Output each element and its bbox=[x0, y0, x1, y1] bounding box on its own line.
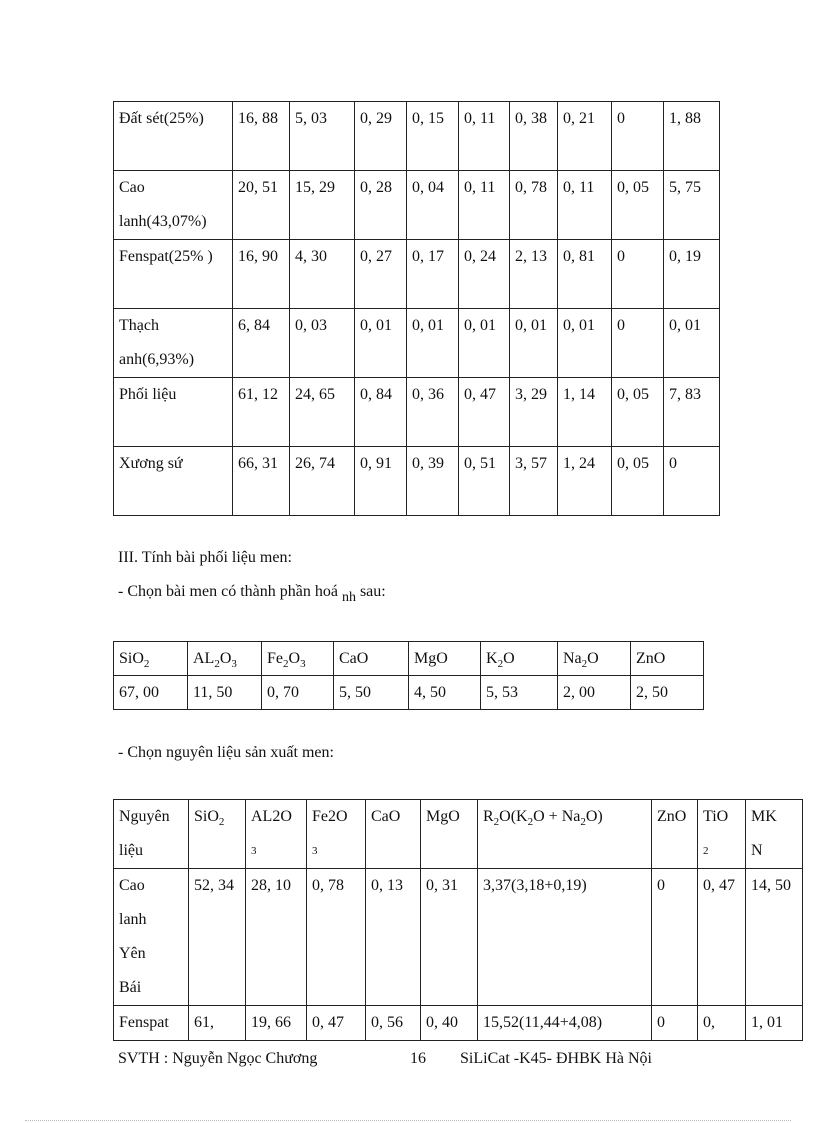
table-cell: 0, 13 bbox=[366, 869, 421, 1006]
table-cell: 0, 03 bbox=[290, 309, 355, 378]
glaze-header-cell: $Fe_2O_3$ bbox=[262, 642, 334, 676]
glaze-choice-before: - Chọn bài men có thành phần hoá bbox=[118, 583, 342, 600]
table-cell: 0 bbox=[652, 869, 698, 1006]
glaze-choice-small: nh bbox=[341, 590, 356, 605]
table-cell: 0, 36 bbox=[407, 378, 459, 447]
table-cell: 0, 17 bbox=[407, 240, 459, 309]
table-cell: 0, 01 bbox=[459, 309, 510, 378]
table-header-row bbox=[114, 800, 803, 869]
table-cell: 0 bbox=[664, 447, 720, 516]
row-label: Fenspat bbox=[114, 1006, 189, 1041]
table-row bbox=[114, 869, 803, 1006]
materials-heading: - Chọn nguyên liệu sản xuất men: bbox=[118, 744, 334, 761]
glaze-header-cell: SiO$_2$ bbox=[114, 642, 188, 676]
table-cell: 0, 40 bbox=[421, 1006, 478, 1041]
table-cell: 0 bbox=[612, 102, 664, 171]
table-cell: 14, 50 bbox=[746, 869, 803, 1006]
table-cell: 0, 11 bbox=[459, 171, 510, 240]
table-row bbox=[114, 309, 720, 378]
row-label: Cao lanh Yên Bái bbox=[114, 869, 189, 1006]
glaze-header-cell: $K_2O$ bbox=[481, 642, 558, 676]
table-cell: 0, 01 bbox=[407, 309, 459, 378]
table-cell: 5, 03 bbox=[290, 102, 355, 171]
glaze-choice-text bbox=[118, 583, 386, 605]
table-cell: 20, 51 bbox=[233, 171, 290, 240]
table-cell: 3, 57 bbox=[510, 447, 558, 516]
row-label: Đất sét(25%) bbox=[114, 102, 233, 171]
table-cell: 0, 47 bbox=[459, 378, 510, 447]
table-cell: 2, 13 bbox=[510, 240, 558, 309]
table-row bbox=[114, 378, 720, 447]
table-cell: 0, 31 bbox=[421, 869, 478, 1006]
glaze-value-cell: 67, 00 bbox=[114, 676, 188, 710]
row-label: Phối liệu bbox=[114, 378, 233, 447]
table-row bbox=[114, 676, 704, 710]
table-cell: 1, 14 bbox=[558, 378, 612, 447]
table-cell: 0, 01 bbox=[558, 309, 612, 378]
table-cell: 3,37(3,18+0,19) bbox=[478, 869, 652, 1006]
table-cell: 66, 31 bbox=[233, 447, 290, 516]
table-cell: 15, 29 bbox=[290, 171, 355, 240]
glaze-header-cell: $Na_2O$ bbox=[558, 642, 631, 676]
glaze-header-cell: $AL_2O_3$ bbox=[188, 642, 262, 676]
table-cell: 0, 56 bbox=[366, 1006, 421, 1041]
table-cell: 0, 47 bbox=[307, 1006, 366, 1041]
table-cell: 0 bbox=[612, 240, 664, 309]
header-material: Nguyên liệu bbox=[114, 800, 189, 869]
header-tio2: TiO 2 bbox=[698, 800, 746, 869]
table-cell: 0, 04 bbox=[407, 171, 459, 240]
header-zno: ZnO bbox=[652, 800, 698, 869]
glaze-value-cell: 0, 70 bbox=[262, 676, 334, 710]
table-cell: 19, 66 bbox=[246, 1006, 307, 1041]
table-row bbox=[114, 1006, 803, 1041]
table-cell: 0, 27 bbox=[355, 240, 407, 309]
footer-organization: SiLiCat -K45- ĐHBK Hà Nội bbox=[460, 1050, 652, 1067]
glaze-value-cell: 5, 50 bbox=[334, 676, 409, 710]
table-cell: 0, bbox=[698, 1006, 746, 1041]
header-sio2: SiO$_2$ bbox=[189, 800, 246, 869]
table-cell: 3, 29 bbox=[510, 378, 558, 447]
table-cell: 0, 05 bbox=[612, 447, 664, 516]
table-cell: 16, 90 bbox=[233, 240, 290, 309]
raw-materials-table bbox=[113, 799, 803, 1041]
table-cell: 0, 01 bbox=[510, 309, 558, 378]
table-cell: 5, 75 bbox=[664, 171, 720, 240]
table-cell: 24, 65 bbox=[290, 378, 355, 447]
glaze-header-cell: CaO bbox=[334, 642, 409, 676]
composition-table bbox=[113, 101, 720, 516]
table-cell: 0, 21 bbox=[558, 102, 612, 171]
header-mkn: MK N bbox=[746, 800, 803, 869]
table-cell: 0, 91 bbox=[355, 447, 407, 516]
table-cell: 16, 88 bbox=[233, 102, 290, 171]
section-heading: III. Tính bài phối liệu men: bbox=[118, 549, 292, 566]
glaze-value-cell: 4, 50 bbox=[409, 676, 481, 710]
table-cell: 1, 01 bbox=[746, 1006, 803, 1041]
table-cell: 0 bbox=[652, 1006, 698, 1041]
header-cao: CaO bbox=[366, 800, 421, 869]
header-r2o: $R_2O(K_2O + Na_2O)$ bbox=[478, 800, 652, 869]
table-row bbox=[114, 447, 720, 516]
table-cell: 28, 10 bbox=[246, 869, 307, 1006]
header-fe2o3: Fe2O 3 bbox=[307, 800, 366, 869]
table-cell: 0, 78 bbox=[307, 869, 366, 1006]
table-cell: 1, 88 bbox=[664, 102, 720, 171]
header-mgo: MgO bbox=[421, 800, 478, 869]
glaze-header-cell: ZnO bbox=[631, 642, 704, 676]
table-cell: 0, 11 bbox=[558, 171, 612, 240]
table-cell: 61, 12 bbox=[233, 378, 290, 447]
table-cell: 7, 83 bbox=[664, 378, 720, 447]
table-row bbox=[114, 171, 720, 240]
glaze-header-cell: MgO bbox=[409, 642, 481, 676]
table-cell: 0, 01 bbox=[355, 309, 407, 378]
table-cell: 0, 15 bbox=[407, 102, 459, 171]
table-cell: 0, 39 bbox=[407, 447, 459, 516]
table-cell: 0, 29 bbox=[355, 102, 407, 171]
table-cell: 1, 24 bbox=[558, 447, 612, 516]
row-label: Xương sứ bbox=[114, 447, 233, 516]
table-cell: 0, 78 bbox=[510, 171, 558, 240]
page-bottom-rule bbox=[25, 1120, 791, 1121]
row-label: Thạch anh(6,93%) bbox=[114, 309, 233, 378]
table-row bbox=[114, 102, 720, 171]
row-label: Fenspat(25% ) bbox=[114, 240, 233, 309]
table-cell: 0, 38 bbox=[510, 102, 558, 171]
table-cell: 0, 28 bbox=[355, 171, 407, 240]
table-cell: 61, bbox=[189, 1006, 246, 1041]
table-cell: 52, 34 bbox=[189, 869, 246, 1006]
table-cell: 0, 81 bbox=[558, 240, 612, 309]
glaze-value-cell: 2, 00 bbox=[558, 676, 631, 710]
table-cell: 0, 11 bbox=[459, 102, 510, 171]
glaze-value-cell: 5, 53 bbox=[481, 676, 558, 710]
glaze-choice-after: sau: bbox=[355, 583, 386, 600]
footer-author: SVTH : Nguyễn Ngọc Chương bbox=[118, 1050, 318, 1067]
table-row bbox=[114, 240, 720, 309]
footer-page-number: 16 bbox=[410, 1050, 426, 1067]
table-cell: 15,52(11,44+4,08) bbox=[478, 1006, 652, 1041]
table-cell: 26, 74 bbox=[290, 447, 355, 516]
table-cell: 0, 47 bbox=[698, 869, 746, 1006]
glaze-value-cell: 11, 50 bbox=[188, 676, 262, 710]
table-cell: 0 bbox=[612, 309, 664, 378]
table-header-row bbox=[114, 642, 704, 676]
table-cell: 0, 51 bbox=[459, 447, 510, 516]
table-cell: 4, 30 bbox=[290, 240, 355, 309]
row-label: Cao lanh(43,07%) bbox=[114, 171, 233, 240]
table-cell: 0, 05 bbox=[612, 171, 664, 240]
header-al2o3: AL2O 3 bbox=[246, 800, 307, 869]
glaze-value-cell: 2, 50 bbox=[631, 676, 704, 710]
table-cell: 0, 19 bbox=[664, 240, 720, 309]
table-cell: 0, 01 bbox=[664, 309, 720, 378]
glaze-composition-table bbox=[113, 641, 704, 710]
table-cell: 6, 84 bbox=[233, 309, 290, 378]
table-cell: 0, 84 bbox=[355, 378, 407, 447]
table-cell: 0, 05 bbox=[612, 378, 664, 447]
table-cell: 0, 24 bbox=[459, 240, 510, 309]
